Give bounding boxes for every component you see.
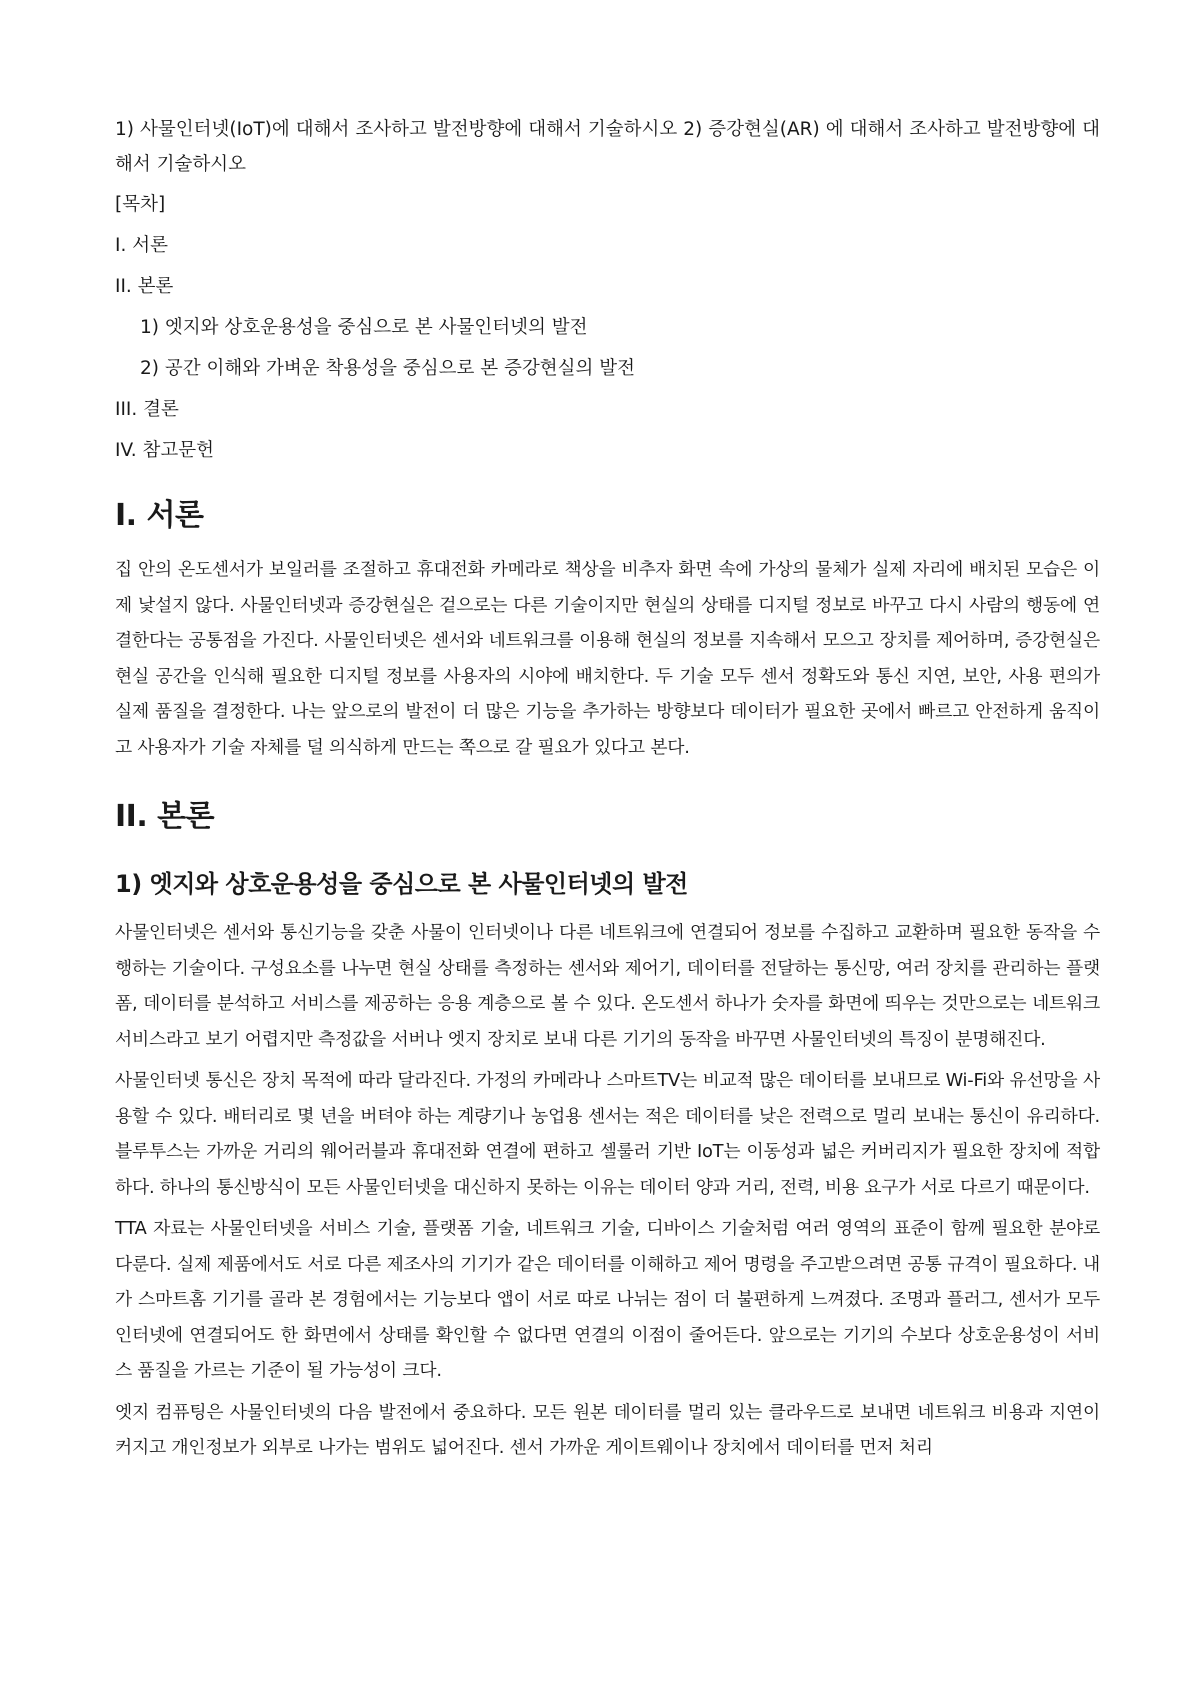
toc-item: II. 본론 (115, 276, 174, 297)
body-paragraph: 사물인터넷은 센서와 통신기능을 갖춘 사물이 인터넷이나 다른 네트워크에 연결되어 정보를 수집하고 교환하며 필요한 동작을 수행하는 기술이다. 구성요소를 나누면 현실 상태를 측정하는 센서와 제어기, 데이터를 전달하는 통신망, 여러 장치를 관리하는 플랫폼, 데이터를 분석하고 서비스를 제공하는 응용 계층으로 볼 수 있다. 온도센서 하나가 숫자를 화면에 띄우는 것만으로는 네트워크 서비스라고 보기 어렵지만 측정값을 서버나 엣지 장치로 보내 다른 기기의 동작을 바꾸면 사물인터넷의 특징이 분명해진다. (115, 922, 1100, 1050)
body-paragraph: TTA 자료는 사물인터넷을 서비스 기술, 플랫폼 기술, 네트워크 기술, 디바이스 기술처럼 여러 영역의 표준이 함께 필요한 분야로 다룬다. 실제 제품에서도 서로 다른 제조사의 기기가 같은 데이터를 이해하고 제어 명령을 주고받으려면 공통 규격이 필요하다. 내가 스마트홈 기기를 골라 본 경험에서는 기능보다 앱이 서로 따로 나뉘는 점이 더 불편하게 느껴졌다. 조명과 플러그, 센서가 모두 인터넷에 연결되어도 한 화면에서 상태를 확인할 수 없다면 연결의 이점이 줄어든다. 앞으로는 기기의 수보다 상호운용성이 서비스 품질을 가르는 기준이 될 가능성이 크다. (115, 1218, 1100, 1381)
body-heading: II. 본론 (115, 799, 215, 834)
toc-heading: [목차] (115, 194, 166, 215)
intro-heading: I. 서론 (115, 498, 204, 533)
toc-item: 2) 공간 이해와 가벼운 착용성을 중심으로 본 증강현실의 발전 (140, 358, 635, 379)
table-of-contents (115, 233, 1100, 464)
toc-item: IV. 참고문헌 (115, 440, 214, 461)
body-paragraph: 사물인터넷 통신은 장치 목적에 따라 달라진다. 가정의 카메라나 스마트TV는 비교적 많은 데이터를 보내므로 Wi-Fi와 유선망을 사용할 수 있다. 배터리로 몇 년을 버텨야 하는 계량기나 농업용 센서는 적은 데이터를 낮은 전력으로 멀리 보내는 통신이 유리하다. 블루투스는 가까운 거리의 웨어러블과 휴대전화 연결에 편하고 셀룰러 기반 IoT는 이동성과 넓은 커버리지가 필요한 장치에 적합하다. 하나의 통신방식이 모든 사물인터넷을 대신하지 못하는 이유는 데이터 양과 거리, 전력, 비용 요구가 서로 다르기 때문이다. (115, 1070, 1100, 1198)
toc-item: III. 결론 (115, 399, 179, 420)
body-paragraph: 엣지 컴퓨팅은 사물인터넷의 다음 발전에서 중요하다. 모든 원본 데이터를 멀리 있는 클라우드로 보내면 네트워크 비용과 지연이 커지고 개인정보가 외부로 나가는 범위도 넓어진다. 센서 가까운 게이트웨이나 장치에서 데이터를 먼저 처리 (115, 1401, 1100, 1458)
toc-item: I. 서론 (115, 235, 168, 256)
toc-item: 1) 엣지와 상호운용성을 중심으로 본 사물인터넷의 발전 (140, 317, 588, 338)
assignment-question: 1) 사물인터넷(IoT)에 대해서 조사하고 발전방향에 대해서 기술하시오 2) 증강현실(AR) 에 대해서 조사하고 발전방향에 대해서 기술하시오 (115, 119, 1100, 175)
intro-paragraph: 집 안의 온도센서가 보일러를 조절하고 휴대전화 카메라로 책상을 비추자 화면 속에 가상의 물체가 실제 자리에 배치된 모습은 이제 낯설지 않다. 사물인터넷과 증강현실은 겉으로는 다른 기술이지만 현실의 상태를 디지털 정보로 바꾸고 다시 사람의 행동에 연결한다는 공통점을 가진다. 사물인터넷은 센서와 네트워크를 이용해 현실의 정보를 지속해서 모으고 장치를 제어하며, 증강현실은 현실 공간을 인식해 필요한 디지털 정보를 사용자의 시야에 배치한다. 두 기술 모두 센서 정확도와 통신 지연, 보안, 사용 편의가 실제 품질을 결정한다. 나는 앞으로의 발전이 더 많은 기능을 추가하는 방향보다 데이터가 필요한 곳에서 빠르고 안전하게 움직이고 사용자가 기술 자체를 덜 의식하게 만드는 쪽으로 갈 필요가 있다고 본다. (115, 559, 1100, 758)
document-page (115, 112, 1100, 1472)
subsection-1-heading: 1) 엣지와 상호운용성을 중심으로 본 사물인터넷의 발전 (115, 870, 688, 898)
